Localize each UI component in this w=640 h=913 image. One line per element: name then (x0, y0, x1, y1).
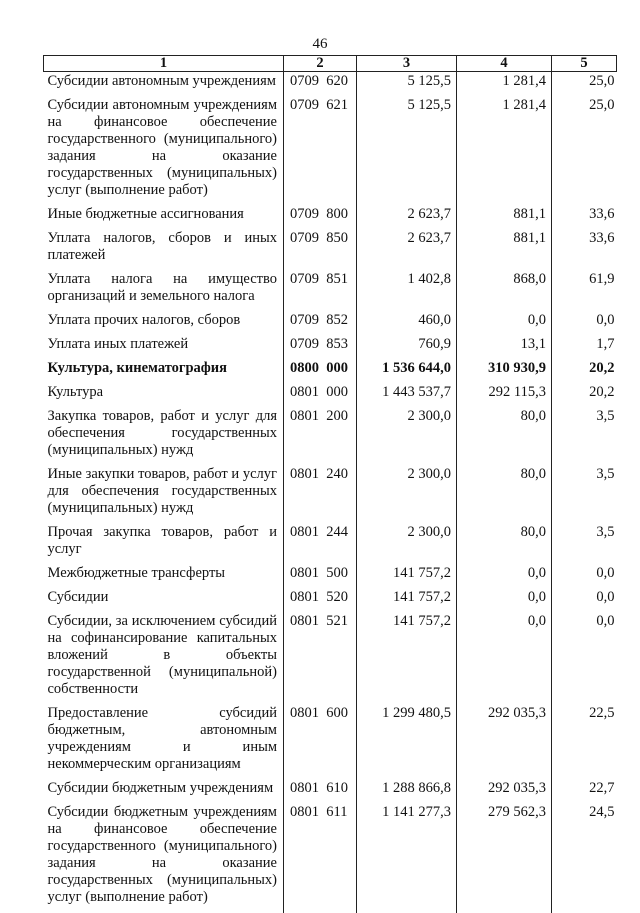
row-name-cell: Уплата прочих налогов, сборов (44, 312, 284, 336)
row-name-cell: Межбюджетные трансферты (44, 565, 284, 589)
row-executed-cell: 868,0 (457, 271, 552, 312)
row-approved-cell: 1 299 480,5 (357, 705, 457, 780)
table-row (44, 705, 617, 780)
row-approved-cell: 5 125,5 (357, 72, 457, 98)
row-code-cell: 0800 000 (284, 360, 357, 384)
row-name-cell: Иные бюджетные ассигнования (44, 206, 284, 230)
row-executed-cell: 80,0 (457, 408, 552, 466)
row-executed-cell: 881,1 (457, 230, 552, 271)
row-code-cell: 0801 611 (284, 804, 357, 913)
row-percent-cell: 25,0 (552, 72, 617, 98)
row-executed-cell: 0,0 (457, 589, 552, 613)
row-approved-cell: 1 443 537,7 (357, 384, 457, 408)
row-approved-cell: 141 757,2 (357, 565, 457, 589)
row-name-cell: Субсидии, за исключением субсидий на софинансирование капитальных вложений в объекты государственной (муниципальной) собственности (44, 613, 284, 705)
row-percent-cell: 0,0 (552, 589, 617, 613)
table-row (44, 271, 617, 312)
row-code-cell: 0801 600 (284, 705, 357, 780)
row-approved-cell: 5 125,5 (357, 97, 457, 206)
row-name-cell: Уплата иных платежей (44, 336, 284, 360)
column-header-3: 3 (357, 56, 457, 72)
row-executed-cell: 292 115,3 (457, 384, 552, 408)
row-approved-cell: 1 141 277,3 (357, 804, 457, 913)
row-code-cell: 0709 853 (284, 336, 357, 360)
table-row (44, 780, 617, 804)
row-percent-cell: 24,5 (552, 804, 617, 913)
table-row (44, 589, 617, 613)
row-percent-cell: 0,0 (552, 312, 617, 336)
row-name-cell: Культура, кинематография (44, 360, 284, 384)
row-code-cell: 0801 500 (284, 565, 357, 589)
row-approved-cell: 2 623,7 (357, 206, 457, 230)
row-approved-cell: 460,0 (357, 312, 457, 336)
row-code-cell: 0709 851 (284, 271, 357, 312)
row-percent-cell: 33,6 (552, 206, 617, 230)
row-code-cell: 0709 800 (284, 206, 357, 230)
row-percent-cell: 22,7 (552, 780, 617, 804)
row-percent-cell: 25,0 (552, 97, 617, 206)
row-approved-cell: 141 757,2 (357, 613, 457, 705)
row-percent-cell: 0,0 (552, 613, 617, 705)
row-approved-cell: 2 300,0 (357, 524, 457, 565)
row-executed-cell: 1 281,4 (457, 97, 552, 206)
page-number: 46 (0, 36, 640, 53)
row-executed-cell: 13,1 (457, 336, 552, 360)
row-executed-cell: 80,0 (457, 524, 552, 565)
row-executed-cell: 881,1 (457, 206, 552, 230)
table-row (44, 336, 617, 360)
table-row (44, 72, 617, 98)
row-approved-cell: 141 757,2 (357, 589, 457, 613)
row-name-cell: Уплата налога на имущество организаций и земельного налога (44, 271, 284, 312)
row-code-cell: 0801 520 (284, 589, 357, 613)
row-executed-cell: 1 281,4 (457, 72, 552, 98)
table-row (44, 206, 617, 230)
row-percent-cell: 0,0 (552, 565, 617, 589)
row-executed-cell: 0,0 (457, 312, 552, 336)
table-row (44, 565, 617, 589)
row-executed-cell: 310 930,9 (457, 360, 552, 384)
row-name-cell: Субсидии бюджетным учреждениям на финансовое обеспечение государственного (муниципального) задания на оказание государственных (муниципальных) услуг (выполнение работ) (44, 804, 284, 913)
row-name-cell: Уплата налогов, сборов и иных платежей (44, 230, 284, 271)
table-row (44, 230, 617, 271)
row-percent-cell: 1,7 (552, 336, 617, 360)
row-approved-cell: 760,9 (357, 336, 457, 360)
table-row (44, 384, 617, 408)
table-row (44, 466, 617, 524)
row-percent-cell: 33,6 (552, 230, 617, 271)
row-code-cell: 0801 200 (284, 408, 357, 466)
row-code-cell: 0801 240 (284, 466, 357, 524)
row-name-cell: Закупка товаров, работ и услуг для обеспечения государственных (муниципальных) нужд (44, 408, 284, 466)
column-header-1: 1 (44, 56, 284, 72)
table-row (44, 408, 617, 466)
table-row (44, 312, 617, 336)
row-approved-cell: 1 288 866,8 (357, 780, 457, 804)
row-code-cell: 0709 621 (284, 97, 357, 206)
row-executed-cell: 279 562,3 (457, 804, 552, 913)
table-header-row (44, 56, 617, 72)
row-code-cell: 0801 610 (284, 780, 357, 804)
column-header-2: 2 (284, 56, 357, 72)
row-percent-cell: 20,2 (552, 360, 617, 384)
row-code-cell: 0801 244 (284, 524, 357, 565)
row-approved-cell: 1 402,8 (357, 271, 457, 312)
row-name-cell: Субсидии автономным учреждениям на финансовое обеспечение государственного (муниципального) задания на оказание государственных (муниципальных) услуг (выполнение работ) (44, 97, 284, 206)
row-executed-cell: 80,0 (457, 466, 552, 524)
row-code-cell: 0709 850 (284, 230, 357, 271)
row-name-cell: Прочая закупка товаров, работ и услуг (44, 524, 284, 565)
table-row (44, 97, 617, 206)
budget-table (43, 55, 617, 913)
table-row (44, 524, 617, 565)
row-executed-cell: 292 035,3 (457, 705, 552, 780)
row-name-cell: Субсидии автономным учреждениям (44, 72, 284, 98)
row-name-cell: Культура (44, 384, 284, 408)
row-percent-cell: 22,5 (552, 705, 617, 780)
row-percent-cell: 61,9 (552, 271, 617, 312)
row-code-cell: 0801 000 (284, 384, 357, 408)
row-name-cell: Субсидии бюджетным учреждениям (44, 780, 284, 804)
row-percent-cell: 20,2 (552, 384, 617, 408)
row-executed-cell: 0,0 (457, 613, 552, 705)
table-row (44, 804, 617, 913)
row-approved-cell: 2 300,0 (357, 466, 457, 524)
row-percent-cell: 3,5 (552, 524, 617, 565)
table-body (44, 72, 617, 913)
row-name-cell: Предоставление субсидий бюджетным, автономным учреждениям и иным некоммерческим организациям (44, 705, 284, 780)
column-header-5: 5 (552, 56, 617, 72)
table-row (44, 360, 617, 384)
row-name-cell: Субсидии (44, 589, 284, 613)
row-executed-cell: 292 035,3 (457, 780, 552, 804)
column-header-4: 4 (457, 56, 552, 72)
row-approved-cell: 2 623,7 (357, 230, 457, 271)
table-row (44, 613, 617, 705)
row-code-cell: 0801 521 (284, 613, 357, 705)
row-approved-cell: 2 300,0 (357, 408, 457, 466)
row-percent-cell: 3,5 (552, 466, 617, 524)
row-approved-cell: 1 536 644,0 (357, 360, 457, 384)
row-code-cell: 0709 620 (284, 72, 357, 98)
row-percent-cell: 3,5 (552, 408, 617, 466)
row-executed-cell: 0,0 (457, 565, 552, 589)
row-name-cell: Иные закупки товаров, работ и услуг для обеспечения государственных (муниципальных) нужд (44, 466, 284, 524)
row-code-cell: 0709 852 (284, 312, 357, 336)
